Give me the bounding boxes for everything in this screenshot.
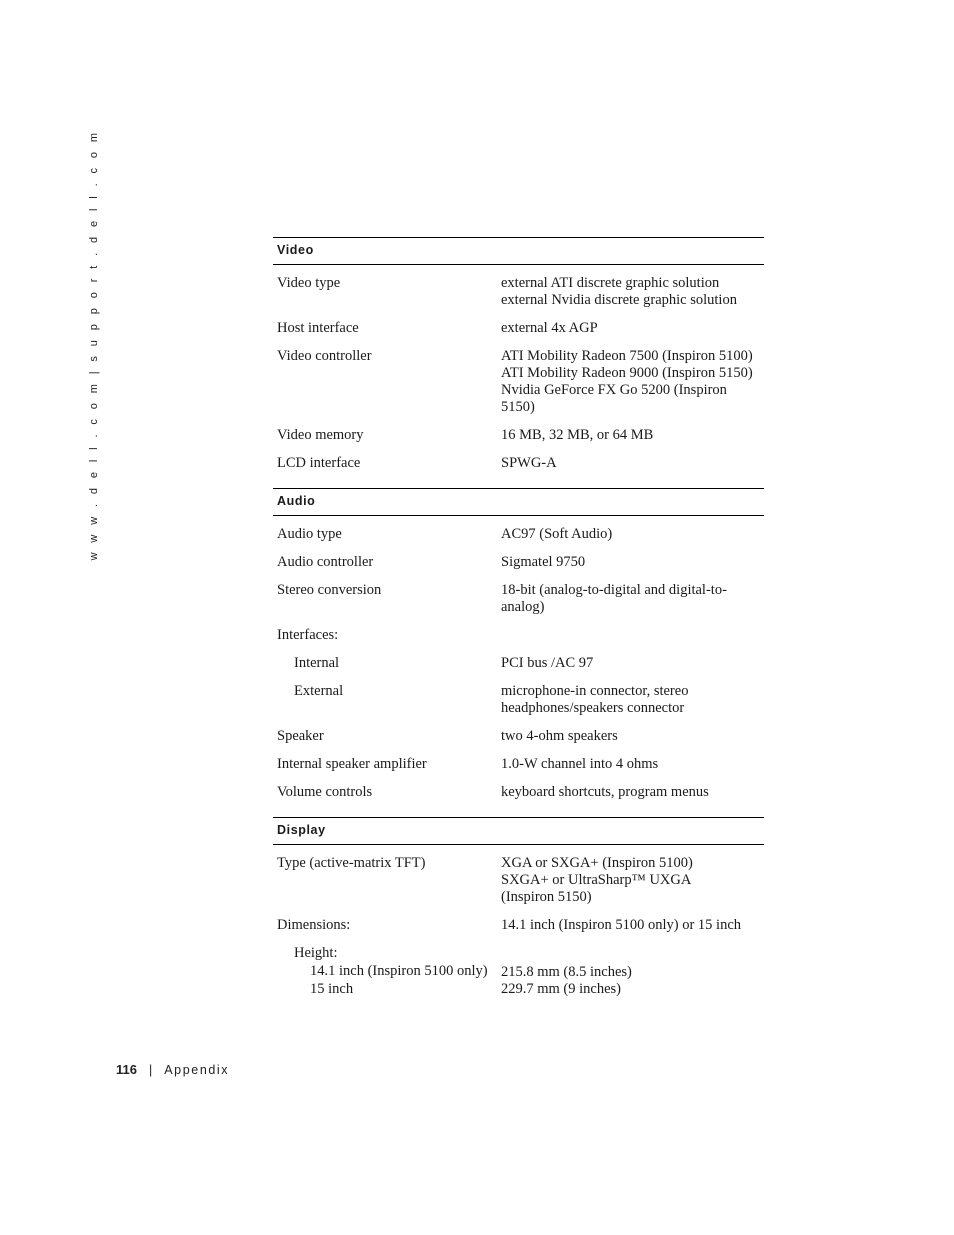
spec-label: External	[294, 683, 344, 699]
spec-label: Type (active-matrix TFT)	[277, 855, 426, 871]
spec-value	[501, 683, 764, 717]
spec-row-audio-controller	[273, 549, 764, 577]
spec-row-external	[273, 678, 764, 723]
spec-value-line: Sigmatel 9750	[501, 554, 586, 570]
spec-value	[501, 728, 764, 745]
spec-label-height: Height:	[294, 945, 338, 961]
section-audio	[273, 516, 764, 818]
spec-row-volume-controls	[273, 779, 764, 807]
section-header-display: Display	[273, 818, 764, 845]
spec-label: Speaker	[277, 728, 324, 744]
spec-value-line: 14.1 inch (Inspiron 5100 only) or 15 inch	[501, 917, 742, 933]
spec-value-line: headphones/speakers connector	[501, 700, 685, 716]
spec-value	[501, 945, 764, 998]
spec-row-audio-type	[273, 521, 764, 549]
spec-row-internal-speaker-amplifier	[273, 751, 764, 779]
spec-value-line: analog)	[501, 599, 545, 615]
spec-value-line: external 4x AGP	[501, 320, 598, 336]
spec-row-stereo-conversion	[273, 577, 764, 622]
sidebar-url-text: w w w . d e l l . c o m | s u p p o r t . d e l l . c o m	[88, 129, 100, 561]
spec-sublabels	[294, 962, 501, 998]
spec-label: Internal speaker amplifier	[277, 756, 427, 772]
spec-value-line: ATI Mobility Radeon 7500 (Inspiron 5100)	[501, 348, 753, 364]
spec-label	[273, 945, 501, 998]
footer-title: Appendix	[164, 1063, 230, 1077]
spec-sublabel: 15 inch	[310, 981, 354, 997]
spec-value-line: ATI Mobility Radeon 9000 (Inspiron 5150)	[501, 365, 753, 381]
spec-label: Video type	[277, 275, 341, 291]
spec-value-line: external Nvidia discrete graphic solution	[501, 292, 737, 308]
spec-value	[501, 526, 764, 543]
page-number: 116	[116, 1062, 137, 1077]
spec-label: Video memory	[277, 427, 364, 443]
footer-separator: |	[148, 1063, 153, 1077]
spec-label: Interfaces:	[277, 627, 339, 643]
section-video	[273, 265, 764, 489]
section-header-video: Video	[273, 238, 764, 265]
spec-table	[273, 237, 764, 1014]
spec-value	[501, 582, 764, 616]
spec-value	[501, 275, 764, 309]
section-header-audio: Audio	[273, 489, 764, 516]
spec-sublabel: 14.1 inch (Inspiron 5100 only)	[310, 963, 488, 979]
spec-row-display-type	[273, 850, 764, 912]
spec-value	[501, 455, 764, 472]
spec-label: Dimensions:	[277, 917, 351, 933]
spec-value-line: 229.7 mm (9 inches)	[501, 981, 622, 997]
sidebar-url	[86, 129, 102, 561]
spec-value-line: 16 MB, 32 MB, or 64 MB	[501, 427, 654, 443]
spec-value	[501, 784, 764, 801]
spec-row-internal	[273, 650, 764, 678]
spec-row-lcd-interface	[273, 450, 764, 478]
spec-value	[501, 554, 764, 571]
spec-value-line: Nvidia GeForce FX Go 5200 (Inspiron 5150)	[501, 382, 727, 415]
spec-row-dimensions	[273, 912, 764, 940]
spec-value	[501, 348, 764, 416]
spec-value-line: PCI bus /AC 97	[501, 655, 594, 671]
spec-value-line: SPWG-A	[501, 455, 557, 471]
spec-value	[501, 627, 764, 644]
spec-value-line: SXGA+ or UltraSharp™ UXGA	[501, 872, 692, 888]
spec-value	[501, 756, 764, 773]
spec-label: Stereo conversion	[277, 582, 382, 598]
spec-row-video-controller	[273, 343, 764, 422]
spec-row-video-memory	[273, 422, 764, 450]
spec-value-line: (Inspiron 5150)	[501, 889, 592, 905]
spec-row-height	[273, 940, 764, 1004]
spec-label: Audio controller	[277, 554, 374, 570]
spec-label: Audio type	[277, 526, 342, 542]
spec-value-line: microphone-in connector, stereo	[501, 683, 689, 699]
spec-row-host-interface	[273, 315, 764, 343]
spec-label: Host interface	[277, 320, 359, 336]
spec-value	[501, 320, 764, 337]
spec-label: Volume controls	[277, 784, 373, 800]
spec-value	[501, 917, 764, 934]
spec-value	[501, 427, 764, 444]
spec-value-line: two 4-ohm speakers	[501, 728, 618, 744]
spec-value-line: external ATI discrete graphic solution	[501, 275, 720, 291]
spec-value-line: 18-bit (analog-to-digital and digital-to-	[501, 582, 727, 598]
section-display	[273, 845, 764, 1014]
spec-row-interfaces	[273, 622, 764, 650]
spec-row-video-type	[273, 270, 764, 315]
spec-value-line: keyboard shortcuts, program menus	[501, 784, 709, 800]
spec-label: LCD interface	[277, 455, 361, 471]
page-footer	[116, 1062, 229, 1077]
spec-row-speaker	[273, 723, 764, 751]
spec-value-line: XGA or SXGA+ (Inspiron 5100)	[501, 855, 693, 871]
spec-value-line: 1.0-W channel into 4 ohms	[501, 756, 659, 772]
spec-value-line: AC97 (Soft Audio)	[501, 526, 613, 542]
spec-value	[501, 855, 764, 906]
spec-label: Video controller	[277, 348, 372, 364]
spec-value	[501, 655, 764, 672]
spec-value-line: 215.8 mm (8.5 inches)	[501, 964, 632, 980]
spec-label: Internal	[294, 655, 340, 671]
